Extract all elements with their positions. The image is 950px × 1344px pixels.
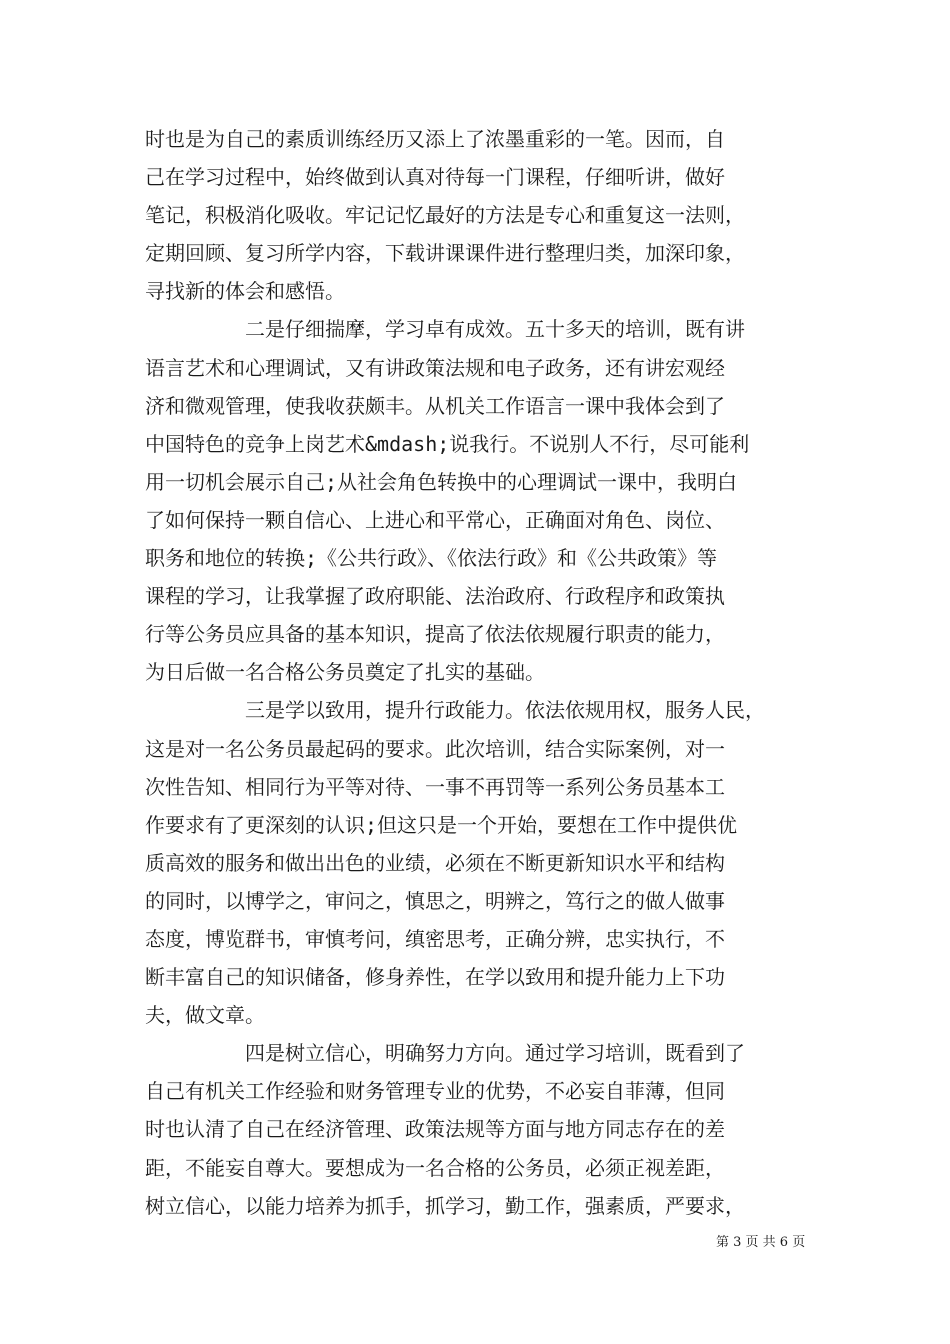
text-line: 的同时，以博学之，审问之，慎思之，明辨之，笃行之的做人做事 bbox=[145, 888, 725, 913]
text-line: 二是仔细揣摩，学习卓有成效。五十多天的培训，既有讲 bbox=[245, 317, 745, 342]
text-line: 中国特色的竞争上岗艺术&mdash;说我行。不说别人不行，尽可能利 bbox=[145, 431, 750, 456]
text-line: 了如何保持一颗自信心、上进心和平常心，正确面对角色、岗位、 bbox=[145, 507, 725, 532]
text-line: 态度，博览群书，审慎考问，缜密思考，正确分辨，忠实执行，不 bbox=[145, 926, 725, 951]
text-line: 课程的学习，让我掌握了政府职能、法治政府、行政程序和政策执 bbox=[145, 584, 725, 609]
text-line: 为日后做一名合格公务员奠定了扎实的基础。 bbox=[145, 660, 545, 685]
text-line: 笔记，积极消化吸收。牢记记忆最好的方法是专心和重复这一法则， bbox=[145, 203, 745, 228]
text-line: 树立信心，以能力培养为抓手，抓学习，勤工作，强素质，严要求， bbox=[145, 1193, 745, 1218]
document-body bbox=[145, 120, 825, 1225]
text-line: 这是对一名公务员最起码的要求。此次培训，结合实际案例，对一 bbox=[145, 736, 725, 761]
text-line: 时也认清了自己在经济管理、政策法规等方面与地方同志存在的差 bbox=[145, 1117, 725, 1142]
text-line: 时也是为自己的素质训练经历又添上了浓墨重彩的一笔。因而，自 bbox=[145, 127, 725, 151]
text-line: 济和微观管理，使我收获颇丰。从机关工作语言一课中我体会到了 bbox=[145, 393, 725, 418]
text-line: 己在学习过程中，始终做到认真对待每一门课程，仔细听讲，做好 bbox=[145, 165, 725, 190]
text-line: 次性告知、相同行为平等对待、一事不再罚等一系列公务员基本工 bbox=[145, 774, 725, 799]
page-number-footer: 第 3 页 共 6 页 bbox=[716, 1235, 806, 1250]
text-line: 寻找新的体会和感悟。 bbox=[145, 279, 345, 304]
text-line: 四是树立信心，明确努力方向。通过学习培训，既看到了 bbox=[245, 1041, 745, 1066]
text-line: 距，不能妄自尊大。要想成为一名合格的公务员，必须正视差距， bbox=[145, 1155, 725, 1180]
text-line: 三是学以致用，提升行政能力。依法依规用权，服务人民， bbox=[245, 698, 765, 723]
text-line: 自己有机关工作经验和财务管理专业的优势，不必妄自菲薄，但同 bbox=[145, 1079, 725, 1104]
text-line: 用一切机会展示自己;从社会角色转换中的心理调试一课中，我明白 bbox=[145, 469, 738, 494]
text-line: 定期回顾、复习所学内容，下载讲课课件进行整理归类，加深印象， bbox=[145, 241, 745, 266]
text-line: 质高效的服务和做出出色的业绩，必须在不断更新知识水平和结构 bbox=[145, 850, 725, 875]
text-line: 行等公务员应具备的基本知识，提高了依法依规履行职责的能力， bbox=[145, 622, 725, 647]
text-line: 语言艺术和心理调试，又有讲政策法规和电子政务，还有讲宏观经 bbox=[145, 355, 725, 380]
text-line: 作要求有了更深刻的认识;但这只是一个开始，要想在工作中提供优 bbox=[145, 812, 738, 837]
text-line: 职务和地位的转换;《公共行政》、《依法行政》和《公共政策》等 bbox=[145, 546, 718, 571]
text-line: 断丰富自己的知识储备，修身养性，在学以致用和提升能力上下功 bbox=[145, 965, 725, 990]
text-line: 夫，做文章。 bbox=[145, 1003, 265, 1028]
